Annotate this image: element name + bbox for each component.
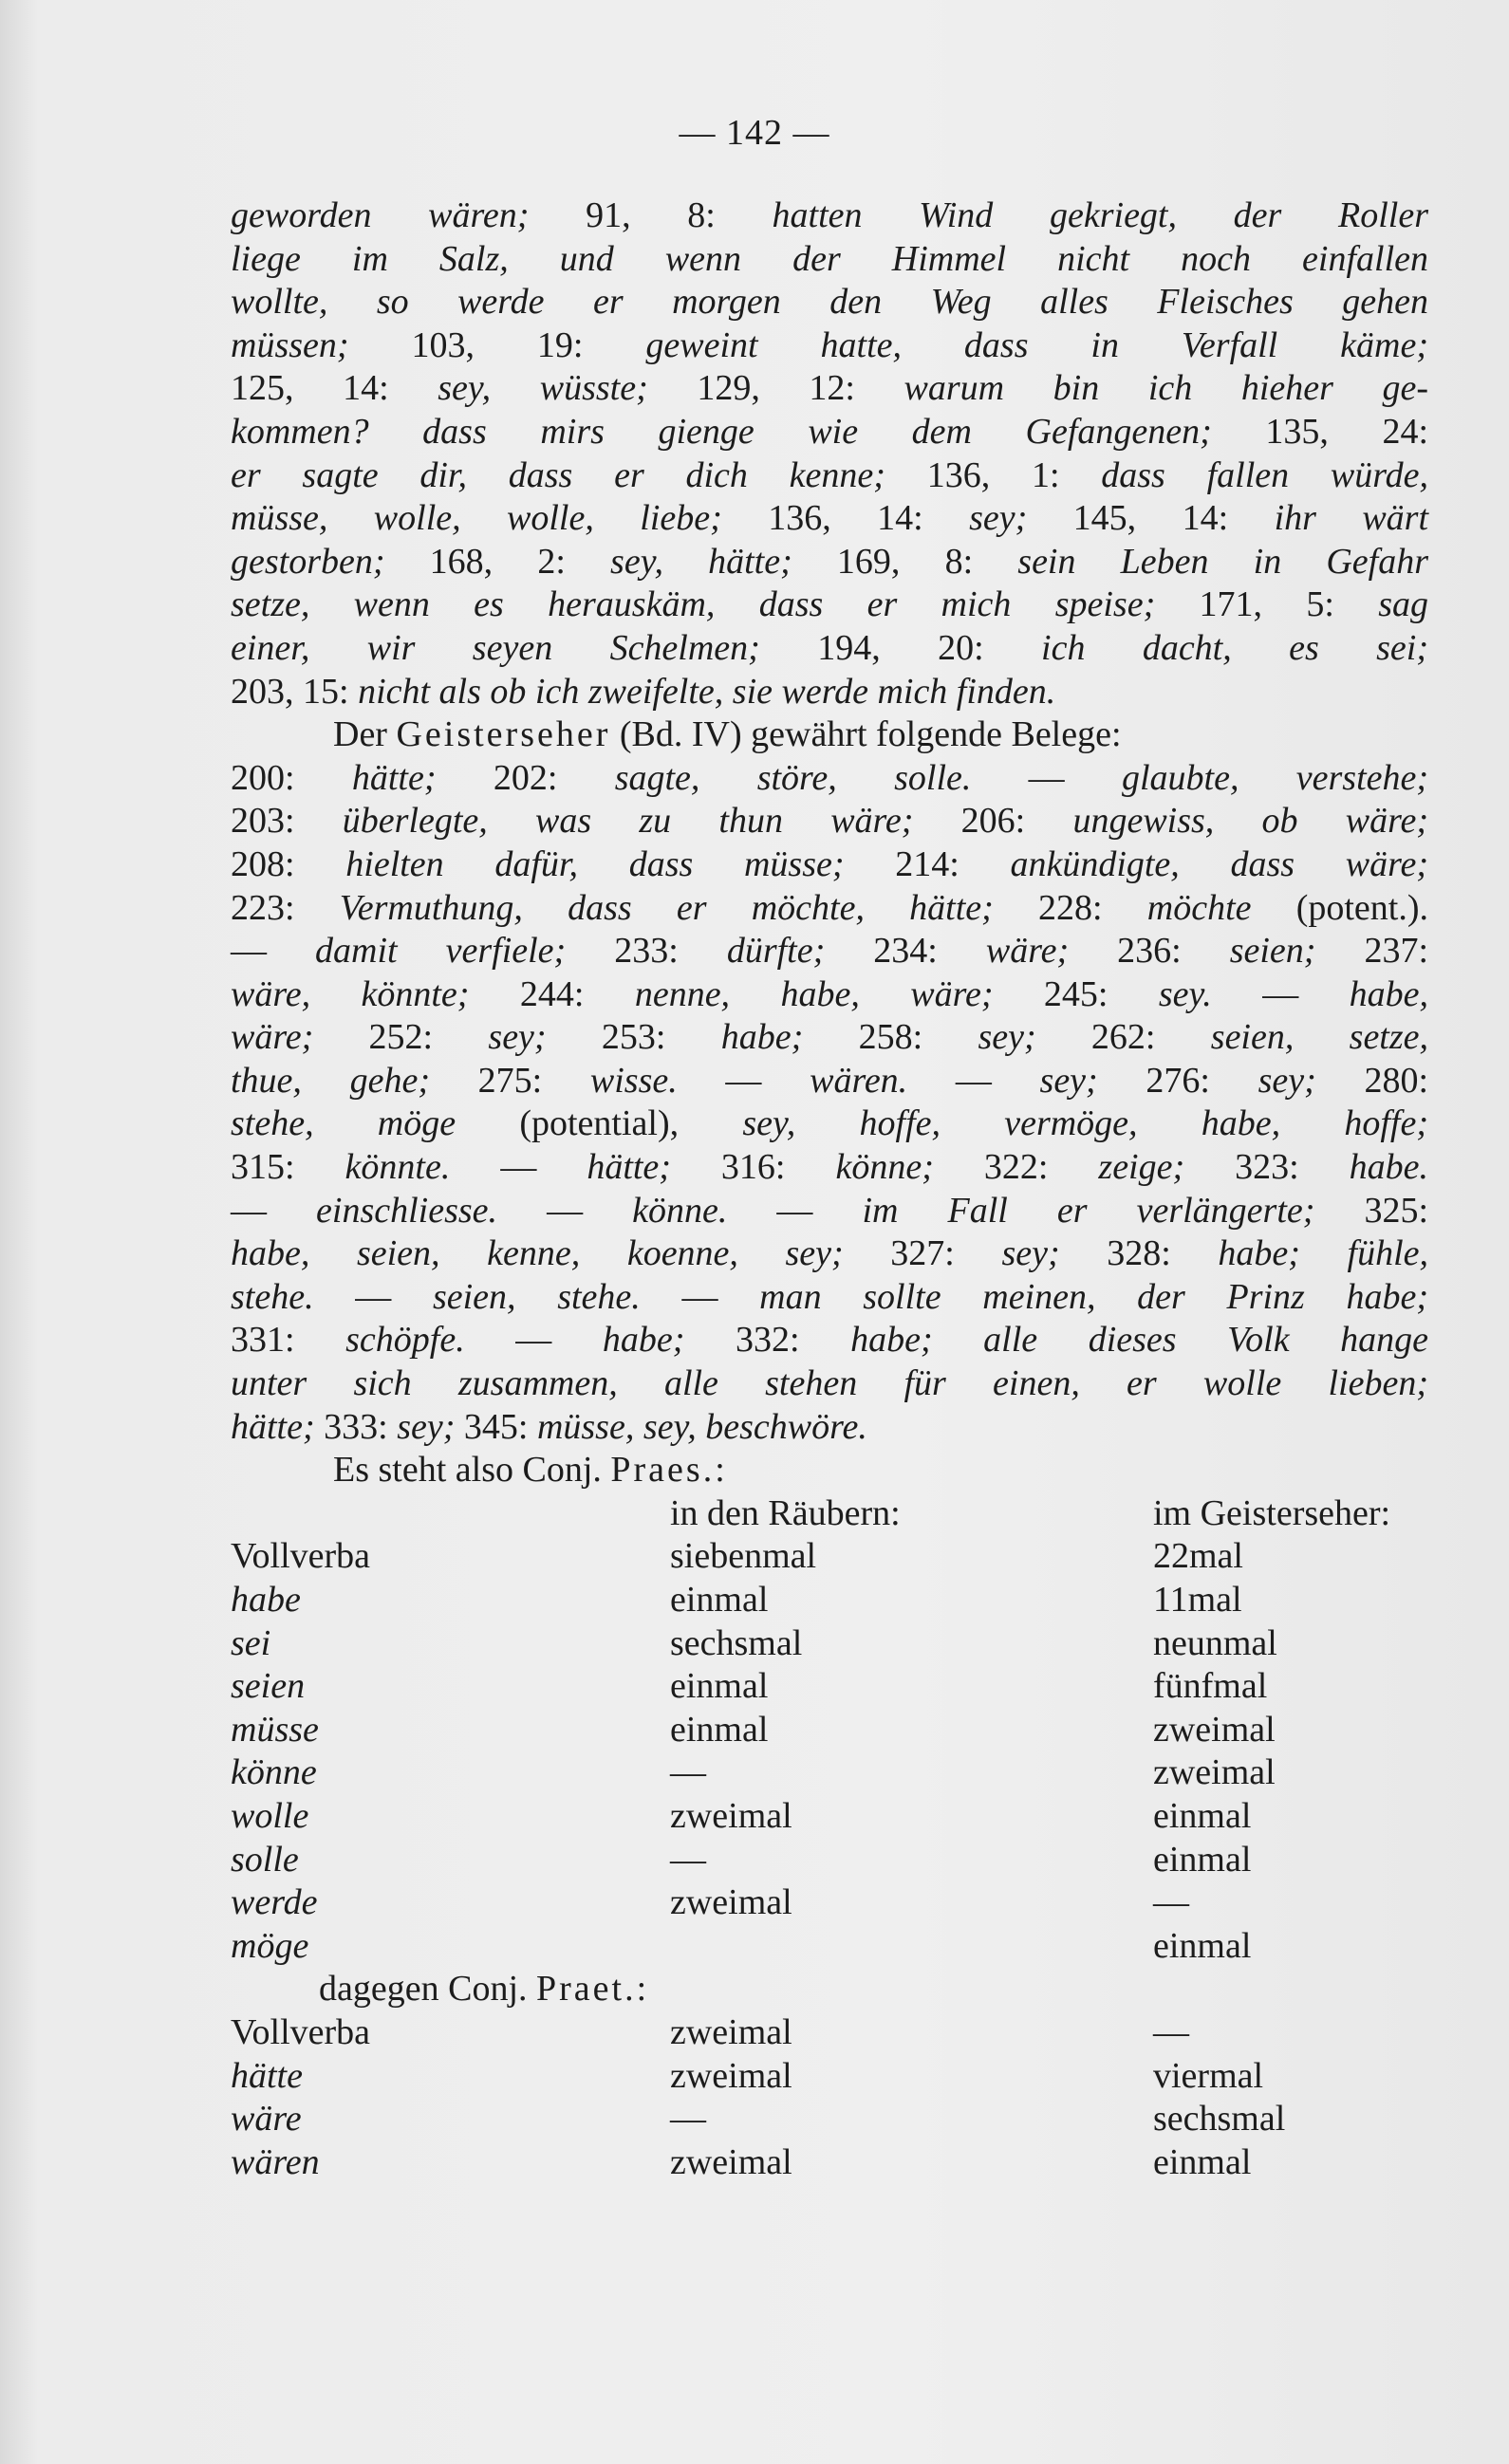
raeuber-count-cell: zweimal [670, 2141, 792, 2182]
paragraph-geisterseher-line: 200: hätte; 202: sagte, störe, solle. — glaubte, verstehe; [231, 757, 1429, 798]
table-row [231, 1622, 1428, 1666]
paragraph-geworden-line: einer, wir seyen Schelmen; 194, 20: ich dacht, es sei; [231, 627, 1429, 668]
verb-form-cell: müsse [231, 1709, 319, 1750]
table-row [231, 1709, 1428, 1752]
paragraph-geisterseher-line: wäre, könnte; 244: nenne, habe, wäre; 245: sey. — habe, [231, 973, 1429, 1014]
table-row [231, 2141, 1428, 2185]
geisterseher-count-cell: neunmal [1153, 1622, 1277, 1663]
paragraph-geisterseher-line: thue, gehe; 275: wisse. — wären. — sey; 276: sey; 280: [231, 1060, 1429, 1101]
geisterseher-count-cell: fünfmal [1153, 1666, 1268, 1707]
paragraph-geworden-line: 203, 15: nicht als ob ich zweifelte, sie werde mich finden. [231, 671, 1056, 712]
geisterseher-count-cell: sechsmal [1153, 2099, 1286, 2140]
paragraph-geisterseher-line: 331: schöpfe. — habe; 332: habe; alle dieses Volk hange [231, 1320, 1429, 1361]
table-praesens-intro: Es steht also Conj. Praes.: [333, 1450, 725, 1491]
column-header-geisterseher: im Geisterseher: [1153, 1492, 1391, 1533]
paragraph-geisterseher-line: stehe. — seien, stehe. — man sollte meinen, der Prinz habe; [231, 1276, 1429, 1317]
paragraph-geworden-line: 125, 14: sey, wüsste; 129, 12: warum bin ich hieher ge- [231, 368, 1428, 409]
raeuber-count-cell: — [670, 1839, 706, 1880]
paragraph-geisterseher-line: unter sich zusammen, alle stehen für einen, er wolle lieben; [231, 1363, 1428, 1404]
table-column-headers [231, 1492, 1428, 1536]
geisterseher-count-cell: einmal [1153, 2141, 1252, 2182]
geisterseher-count-cell: zweimal [1153, 1752, 1276, 1793]
raeuber-count-cell: zweimal [670, 1795, 792, 1836]
raeuber-count-cell: zweimal [670, 2055, 792, 2096]
raeuber-count-cell: einmal [670, 1666, 769, 1707]
table-conj-praeteritum [231, 1968, 1428, 2184]
geisterseher-count-cell: einmal [1153, 1795, 1252, 1836]
page-body [231, 195, 1428, 2184]
table-row [231, 1579, 1428, 1622]
paragraph-geisterseher-line: 203: überlegte, was zu thun wäre; 206: ungewiss, ob wäre; [231, 801, 1428, 842]
table-row [231, 1665, 1428, 1709]
paragraph-geisterseher [231, 713, 1428, 1449]
paragraph-geworden-line: wollte, so werde er morgen den Weg alles Fleisches gehen [231, 282, 1428, 323]
paragraph-geisterseher-line: — damit verfiele; 233: dürfte; 234: wäre; 236: seien; 237: [231, 931, 1429, 972]
table-row [231, 2011, 1428, 2055]
geisterseher-count-cell: einmal [1153, 1925, 1252, 1966]
paragraph-geisterseher-line: wäre; 252: sey; 253: habe; 258: sey; 262: seien, setze, [231, 1017, 1429, 1058]
paragraph-geworden-line: kommen? dass mirs gienge wie dem Gefangenen; 135, 24: [231, 411, 1429, 452]
paragraph-geisterseher-line: 315: könnte. — hätte; 316: könne; 322: zeige; 323: habe. [231, 1147, 1429, 1188]
page-number: — 142 — [679, 113, 830, 153]
geisterseher-count-cell: — [1153, 1882, 1189, 1923]
paragraph-geworden-line: müsse, wolle, wolle, liebe; 136, 14: sey; 145, 14: ihr wärt [231, 498, 1429, 539]
table-praesens-rows [231, 1535, 1428, 1968]
table-row [231, 2055, 1428, 2099]
paragraph-geworden-line: liege im Salz, und wenn der Himmel nicht noch einfallen [231, 238, 1428, 279]
raeuber-count-cell: sechsmal [670, 1622, 803, 1663]
verb-form-cell: solle [231, 1839, 299, 1880]
verb-form-cell: Vollverba [231, 2011, 371, 2052]
geisterseher-count-cell: zweimal [1153, 1709, 1276, 1750]
verb-form-cell: wäre [231, 2099, 302, 2140]
verb-form-cell: könne [231, 1752, 317, 1793]
paragraph-geisterseher-line: habe, seien, kenne, koenne, sey; 327: sey; 328: habe; fühle, [231, 1233, 1428, 1274]
verb-form-cell: wolle [231, 1795, 309, 1836]
paragraph-geisterseher-line: stehe, möge (potential), sey, hoffe, vermöge, habe, hoffe; [231, 1103, 1428, 1144]
verb-form-cell: möge [231, 1925, 309, 1966]
table-row [231, 1881, 1428, 1925]
raeuber-count-cell: — [670, 1752, 706, 1793]
table-row [231, 1535, 1428, 1579]
column-header-raeuber: in den Räubern: [670, 1492, 901, 1533]
paragraph-geworden-line: er sagte dir, dass er dich kenne; 136, 1: dass fallen würde, [231, 454, 1428, 495]
paragraph-geisterseher-line: 208: hielten dafür, dass müsse; 214: ankündigte, dass wäre; [231, 843, 1429, 884]
paragraph-geworden-line: setze, wenn es herauskäm, dass er mich speise; 171, 5: sag [231, 584, 1428, 625]
verb-form-cell: sei [231, 1622, 271, 1663]
paragraph-geisterseher-line: 223: Vermuthung, dass er möchte, hätte; 228: möchte (potent.). [231, 887, 1428, 928]
verb-form-cell: seien [231, 1666, 306, 1707]
geisterseher-count-cell: viermal [1153, 2055, 1264, 2096]
verb-form-cell: habe [231, 1580, 301, 1620]
paragraph-geisterseher-line: Der Geisterseher (Bd. IV) gewährt folgende Belege: [333, 714, 1122, 755]
table-row [231, 1751, 1428, 1795]
verb-form-cell: hätte [231, 2055, 303, 2096]
geisterseher-count-cell: 11mal [1153, 1580, 1242, 1620]
table-row [231, 1925, 1428, 1969]
raeuber-count-cell: — [670, 2099, 706, 2140]
table-row [231, 1795, 1428, 1839]
paragraph-geworden-line: gestorben; 168, 2: sey, hätte; 169, 8: sein Leben in Gefahr [231, 541, 1429, 582]
paragraph-geisterseher-line: hätte; 333: sey; 345: müsse, sey, beschwöre. [231, 1406, 867, 1447]
verb-form-cell: werde [231, 1882, 318, 1923]
raeuber-count-cell: zweimal [670, 1882, 792, 1923]
verb-form-cell: Vollverba [231, 1536, 371, 1577]
paragraph-geworden-line: müssen; 103, 19: geweint hatte, dass in Verfall käme; [231, 324, 1428, 365]
paragraph-geworden-line: geworden wären; 91, 8: hatten Wind gekriegt, der Roller [231, 195, 1428, 235]
paragraph-geisterseher-line: — einschliesse. — könne. — im Fall er verlängerte; 325: [231, 1190, 1429, 1231]
geisterseher-count-cell: einmal [1153, 1839, 1252, 1880]
raeuber-count-cell: einmal [670, 1709, 769, 1750]
table-row [231, 2098, 1428, 2141]
table-row [231, 1839, 1428, 1882]
raeuber-count-cell: siebenmal [670, 1536, 817, 1577]
table-conj-praesens [231, 1449, 1428, 1968]
geisterseher-count-cell: — [1153, 2011, 1189, 2052]
raeuber-count-cell: einmal [670, 1580, 769, 1620]
raeuber-count-cell: zweimal [670, 2011, 792, 2052]
table-praeteritum-rows [231, 2011, 1428, 2184]
geisterseher-count-cell: 22mal [1153, 1536, 1243, 1577]
table-praeteritum-intro: dagegen Conj. Praet.: [319, 1969, 647, 2010]
paragraph-geworden [231, 195, 1428, 713]
verb-form-cell: wären [231, 2141, 320, 2182]
